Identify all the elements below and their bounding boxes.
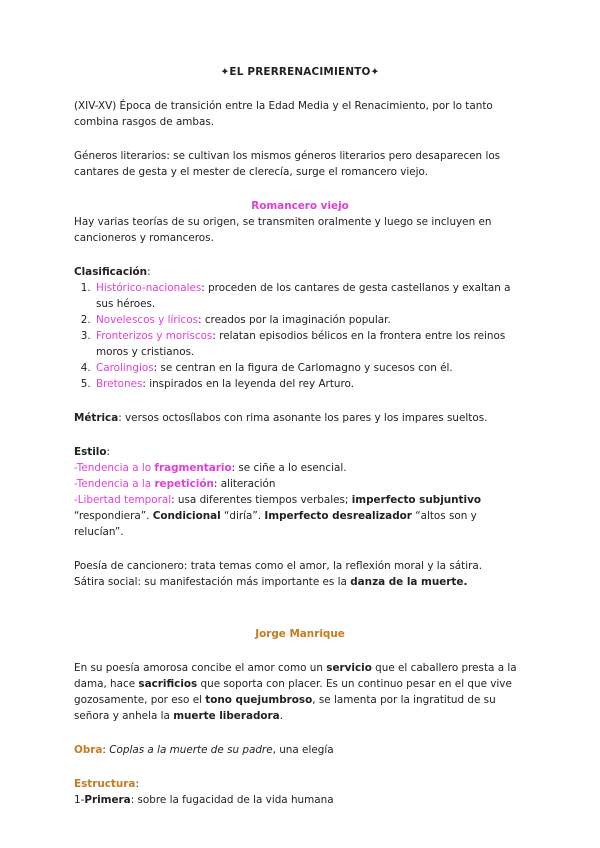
- estilo-line: Estilo:: [74, 446, 111, 458]
- clasificacion-list: [74, 280, 526, 392]
- metrica-paragraph: Métrica: versos octosílabos con rima asonante los pares y los impares sueltos.: [74, 412, 488, 424]
- romancero-paragraph: Hay varias teorías de su origen, se transmiten oralmente y luego se incluyen en cancioneros y romanceros.: [74, 216, 492, 244]
- list-item: 4. Carolingios: se centran en la figura de Carlomagno y sucesos con él.: [94, 360, 526, 376]
- clasificacion-line: Clasificación:: [74, 266, 151, 278]
- list-item: 3. Fronterizos y moriscos: relatan episodios bélicos en la frontera entre los reinos moros y cristianos.: [94, 328, 526, 360]
- estructura-line: Estructura:: [74, 778, 139, 790]
- manrique-heading: Jorge Manrique: [255, 628, 345, 640]
- obra-line: Obra: Coplas a la muerte de su padre, una elegía: [74, 744, 334, 756]
- list-item: 1. Histórico-nacionales: proceden de los cantares de gesta castellanos y exaltan a sus héroes.: [94, 280, 526, 312]
- satira-line: Sátira social: su manifestación más importante es la danza de la muerte.: [74, 576, 468, 588]
- estilo-label: Estilo: [74, 446, 107, 458]
- clasificacion-label: Clasificación: [74, 266, 148, 278]
- romancero-heading: Romancero viejo: [251, 200, 349, 212]
- list-item: 2. Novelescos y líricos: creados por la imaginación popular.: [94, 312, 526, 328]
- generos-paragraph: Géneros literarios: se cultivan los mismos géneros literarios pero desaparecen los cantares de gesta y el mester de clerecía, surge el romancero viejo.: [74, 150, 501, 178]
- list-item: 5. Bretones: inspirados en la leyenda del rey Arturo.: [94, 376, 526, 392]
- document-title: ✦EL PRERRENACIMIENTO✦: [220, 66, 380, 78]
- estilo-item-1: -Tendencia a lo fragmentario: se ciñe a lo esencial.: [74, 462, 347, 474]
- estilo-item-2: -Tendencia a la repetición: aliteración: [74, 478, 276, 490]
- intro-paragraph: (XIV-XV) Época de transición entre la Edad Media y el Renacimiento, por lo tanto combina rasgos de ambas.: [74, 100, 493, 128]
- manrique-paragraph: En su poesía amorosa concibe el amor como un servicio que el caballero presta a la dama, hace sacrificios que soporta con placer. Es un continuo pesar en el que vive gozosamente, por eso el tono quejumbroso, se lamenta por la ingratitud de su señora y anhela la muerte liberadora.: [74, 662, 517, 722]
- poesia-line: Poesía de cancionero: trata temas como el amor, la reflexión moral y la sátira.: [74, 560, 483, 572]
- estructura-item-1: 1-Primera: sobre la fugacidad de la vida humana: [74, 794, 334, 806]
- estilo-item-3: -Libertad temporal: usa diferentes tiempos verbales; imperfecto subjuntivo “respondiera”. Condicional “diría”. Imperfecto desrealizador “altos son y relucían”.: [74, 494, 481, 538]
